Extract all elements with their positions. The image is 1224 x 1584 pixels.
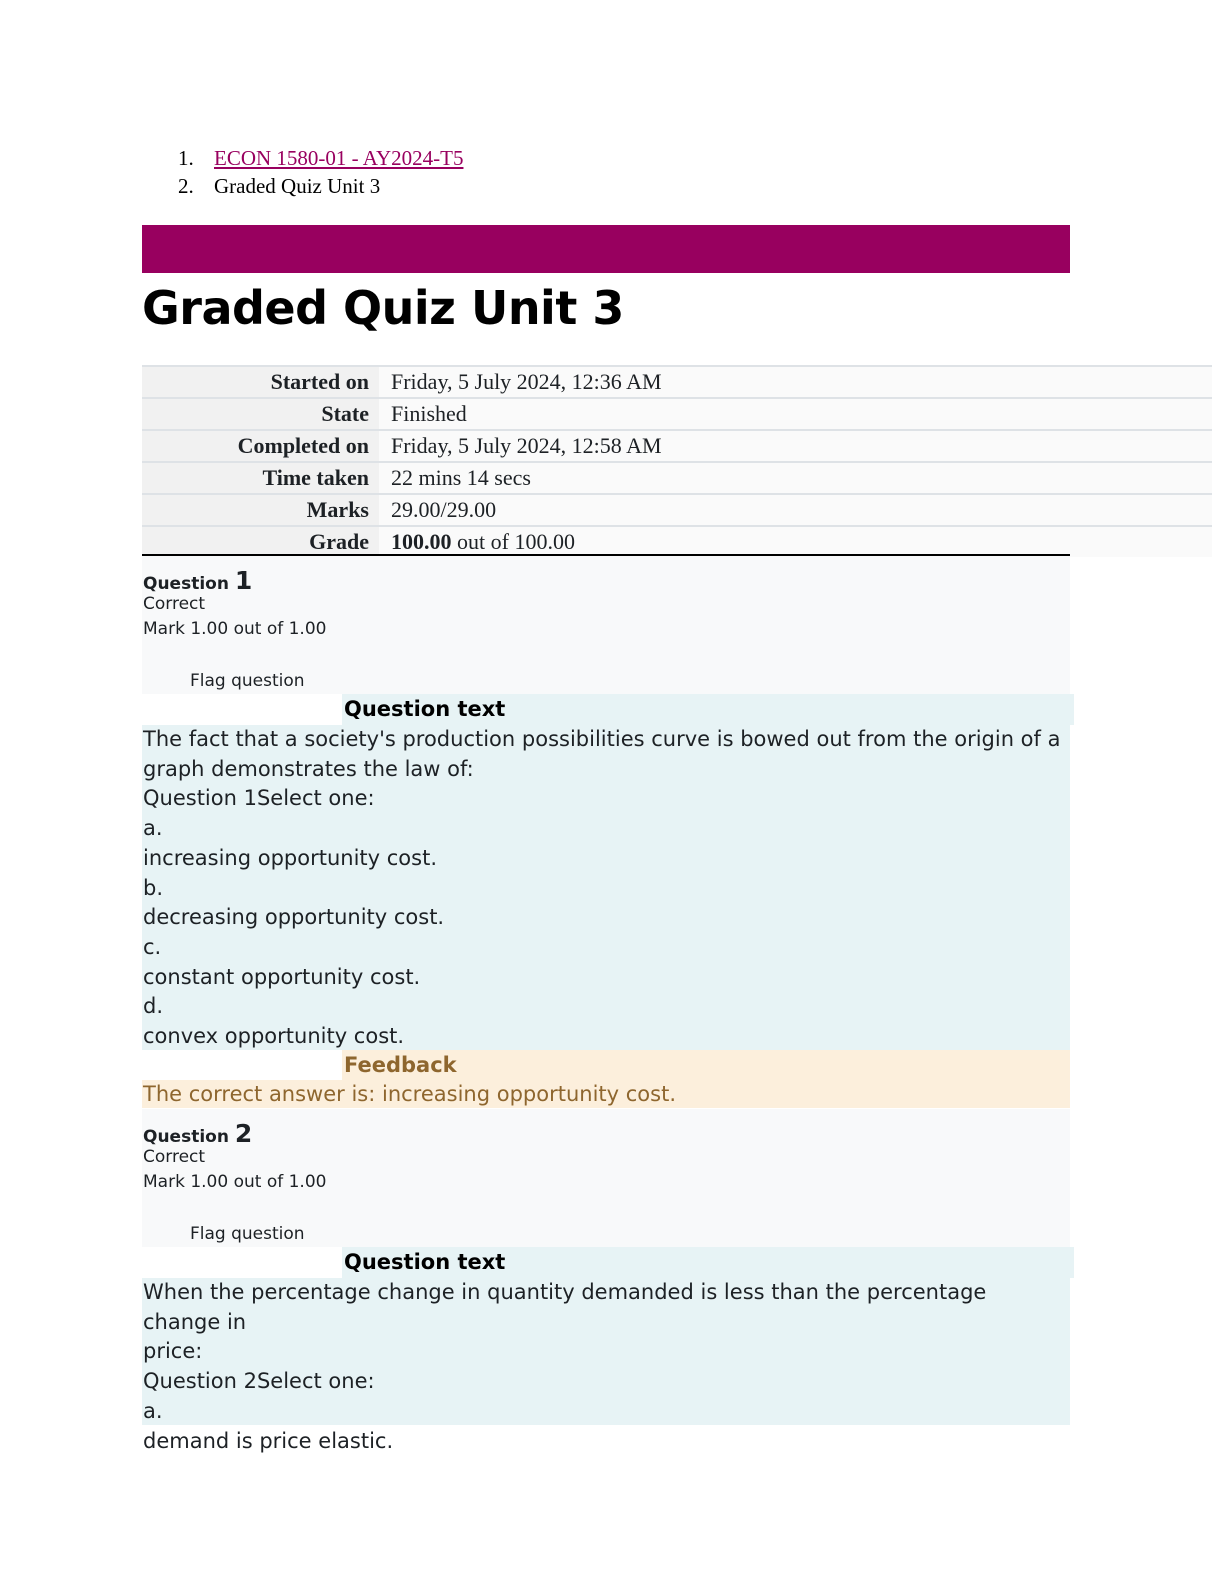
breadcrumb [178,144,463,200]
breadcrumb-item-quiz [178,172,463,200]
summary-label: Started on [142,366,379,398]
select-one-prompt: Question 1Select one: [143,786,375,811]
answer-option-letter: a. [143,816,163,841]
summary-row-started [142,366,1212,398]
question-grade: Mark 1.00 out of 1.00 [143,619,327,639]
question-1-content [142,694,1070,1050]
question-1-feedback [142,1050,1070,1108]
question-1-info [142,556,1070,694]
question-2-lines [143,1278,1068,1456]
question-text-label: Question text [342,694,1074,725]
label-spacer [142,1247,342,1278]
question-text: When the percentage change in quantity demanded is less than the percentage change in [143,1280,987,1334]
summary-value: Finished [379,398,1212,430]
summary-row-completed [142,430,1212,462]
answer-option-letter: d. [143,994,164,1019]
answer-option[interactable]: increasing opportunity cost. [143,845,437,870]
answer-option-letter: b. [143,875,164,900]
summary-value: 29.00/29.00 [379,494,1212,526]
summary-label: Time taken [142,462,379,494]
question-state: Correct [143,594,206,614]
question-prefix: Question [143,1127,235,1147]
flag-question-button[interactable]: Flag question [190,1224,305,1244]
question-1-lines [143,725,1068,1052]
answer-option[interactable]: convex opportunity cost. [143,1024,405,1049]
question-number-value: 1 [234,566,253,595]
summary-label: Grade [142,526,379,557]
label-spacer [142,1050,342,1080]
summary-label: State [142,398,379,430]
summary-label: Marks [142,494,379,526]
answer-option[interactable]: constant opportunity cost. [143,964,421,989]
page-title: Graded Quiz Unit 3 [142,281,624,335]
summary-row-marks [142,494,1212,526]
question-grade: Mark 1.00 out of 1.00 [143,1172,327,1192]
question-number [143,566,252,595]
breadcrumb-quiz-label: Graded Quiz Unit 3 [214,174,381,198]
label-spacer [142,694,342,725]
answer-option-letter: c. [143,934,162,959]
summary-value: Friday, 5 July 2024, 12:36 AM [379,366,1212,398]
answer-option[interactable]: decreasing opportunity cost. [143,905,445,930]
question-2-info [142,1109,1070,1247]
breadcrumb-number: 1. [178,146,194,170]
attempt-summary-table [142,365,1212,557]
feedback-text: The correct answer is: increasing opportunity cost. [143,1082,676,1106]
question-text-label: Question text [342,1247,1074,1278]
summary-row-state [142,398,1212,430]
feedback-label: Feedback [344,1053,457,1077]
question-2-content [142,1247,1070,1453]
question-state: Correct [143,1147,206,1167]
breadcrumb-course-link[interactable]: ECON 1580-01 - AY2024-T5 [214,146,464,170]
question-text: The fact that a society's production possibilities curve is bowed out from the origin of a [143,727,1061,751]
question-text: graph demonstrates the law of: [143,756,474,781]
flag-question-button[interactable]: Flag question [190,671,305,691]
summary-label: Completed on [142,430,379,462]
grade-out-of: out of 100.00 [451,529,575,554]
summary-row-time-taken [142,462,1212,494]
question-text: price: [143,1339,203,1364]
question-number [143,1119,252,1148]
breadcrumb-number: 2. [178,174,194,198]
summary-value: Friday, 5 July 2024, 12:58 AM [379,430,1212,462]
question-number-value: 2 [234,1119,253,1148]
question-prefix: Question [143,574,235,594]
select-one-prompt: Question 2Select one: [143,1369,375,1394]
answer-option-letter: a. [143,1398,163,1423]
summary-value [379,526,1212,557]
summary-row-grade [142,526,1212,557]
breadcrumb-item-course [178,144,463,172]
header-banner [142,225,1070,273]
grade-score: 100.00 [391,529,452,554]
summary-value: 22 mins 14 secs [379,462,1212,494]
answer-option[interactable]: demand is price elastic. [143,1428,394,1453]
